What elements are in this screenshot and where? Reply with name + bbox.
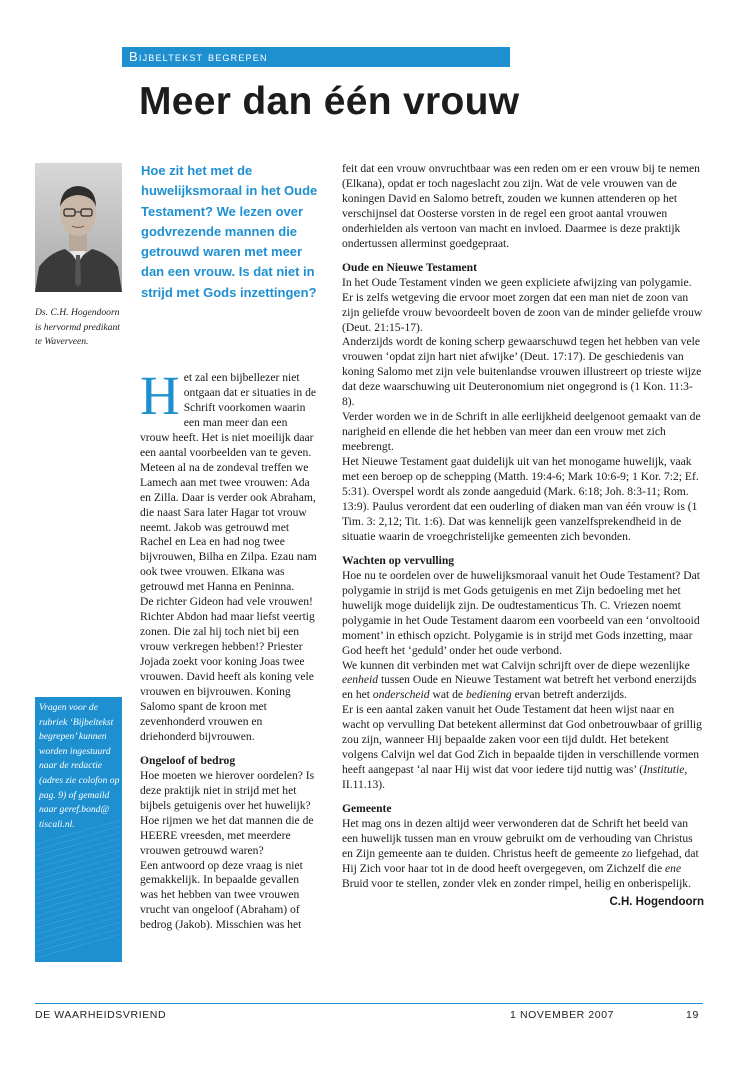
author-signature: C.H. Hogendoorn [609, 895, 704, 908]
paragraph: Hoe moeten we hierover oordelen? Is deze praktijk niet in strijd met het bijbels getuigenis over het huwelijk? Hoe rijmen we het dat mannen die de HEERE vreesden, met meerdere vrouwen getrouwd waren? [140, 768, 315, 857]
paragraph: In het Oude Testament vinden we geen expliciete afwijzing van polygamie. Er is zelfs wetgeving die ervoor moet zorgen dat een man niet de zoon van zijn geliefde vrouw bevoordeelt boven de zoon van de minder geliefde vrouw (Deut. 21:15-17). [342, 275, 703, 334]
section-heading: Wachten op vervulling [342, 553, 455, 567]
section-heading: Gemeente [342, 802, 392, 816]
footer-date: 1 NOVEMBER 2007 [510, 1009, 615, 1021]
rubric-label: Bijbeltekst begrepen [122, 47, 510, 67]
paragraph: We kunnen dit verbinden met wat Calvijn schrijft over de diepe wezenlijke eenheid tussen Oude en Nieuwe Testament wat betreft het verbond enerzijds en het onderscheid wat de bediening ervan betreft anderzijds. [342, 658, 697, 702]
paragraph: Het Nieuwe Testament gaat duidelijk uit van het monogame huwelijk, vaak met een beroep op de schepping (Matth. 19:4-6; Mark 10:6-9; 1 Kor. 7:2; Ef. 5:31). Overspel wordt als zonde aangeduid (Mark. 6:18; Joh. 8:3-11; Rom. 13:9). Paulus verordent dat een ouderling of diaken man van één vrouw is (1 Tim. 3: 2,12; Tit. 1:6). Dat was kennelijk geen vanzelfsprekendheid in de situatie waarin de vroegchristelijke gemeenten zich bevonden. [342, 455, 699, 543]
article-title: Meer dan één vrouw [139, 80, 520, 123]
paragraph: Er is een aantal zaken vanuit het Oude Testament dat heen wijst naar en wacht op vervulling Dat betekent allerminst dat God onbetrouwbaar of grillig zou zijn, wanneer Hij bepaalde zaken voor een tijd duldt. Het betekent volgens Calvijn wel dat God Zich in bepaalde tijden in verschillende vormen heeft aangepast ‘al naar Hij wist dat voor iedere tijd nuttig was’ (Institutie, II.11.13). [342, 703, 702, 792]
author-caption: Ds. C.H. Hogendoorn is hervormd predikant te Waverveen. [35, 307, 120, 347]
paragraph: Een antwoord op deze vraag is niet gemakkelijk. In bepaalde gevallen was het hebben van twee vrouwen vrucht van ongeloof (Abraham) of bedrog (Jakob). Misschien was het [140, 858, 303, 932]
paragraph: Hoe nu te oordelen over de huwelijksmoraal vanuit het Oude Testament? Dat polygamie in strijd is met Gods getuigenis en met Zijn bedoeling met het huwelijk moge duidelijk zijn. De oudtestamenticus Th. C. Vriezen noemt polygamie in het Oude Testament daarom een voorbeeld van een ‘onvoltooid moment’ in ethisch opzicht. Polygamie is in strijd met Gods inzetting, maar God heeft het ‘geduld’ onder het oude verbond. [342, 568, 700, 657]
article-column-2 [342, 162, 704, 910]
reader-questions-box [35, 697, 122, 962]
reader-questions-text: Vragen voor de rubriek ‘Bijbeltekst begrepen’ kunnen worden ingestuurd naar de redactie (adres zie colofon op pag. 9) of gemaild naar geref.bond@ tiscali.nl. [39, 702, 120, 830]
paragraph: feit dat een vrouw onvruchtbaar was een reden om er een vrouw bij te nemen (Elkana), opdat er toch nageslacht zou zijn. Wat de vele vrouwen van de koningen David en Salomo betreft, zouden we kunnen attenderen op het verschijnsel dat Oosterse vorsten in de regel een groot aantal vrouwen onderhielden als vertoon van macht en invloed. Daarmee is deze praktijk ondertussen allerminst goedgepraat. [342, 162, 700, 250]
footer-publication: DE WAARHEIDSVRIEND [35, 1009, 167, 1021]
paragraph: Het mag ons in dezen altijd weer verwonderen dat de Schrift het beeld van een huwelijk tussen man en vrouw gebruikt om de verhouding van Christus en Zijn gemeente aan te duiden. Christus heeft de gemeente zo liefgehad, dat Hij Zich voor haar tot in de dood heeft overgegeven, om Zichzelf die ene Bruid voor te stellen, zonder vlek en zonder rimpel, heilig en onberispelijk. [342, 817, 699, 890]
drop-cap: H [140, 365, 180, 426]
paragraph: et zal een bijbellezer niet ontgaan dat er situaties in de Schrift voorkomen waarin een man meer dan een vrouw heeft. Het is niet moeilijk daar een aantal voorbeelden van te geven. Meteen al na de zondeval treffen we Lamech aan met twee vrouwen: Ada en Zilla. Daar is verder ook Abraham, die naast Sara later Hagar tot vrouw neemt. Jakob was getrouwd met Rachel en Lea en had nog twee bijvrouwen, Bilha en Zilpa. Ezau nam ook twee vrouwen. Elkana was getrouwd met Hanna en Peninna. [140, 371, 317, 594]
page-number: 19 [686, 1009, 699, 1021]
lead-paragraph: Hoe zit het met de huwelijksmoraal in het Oude Testament? We lezen over godvrezende mannen die getrouwd waren met meer dan een vrouw. Is dat niet in strijd met Gods inzettingen? [141, 163, 318, 300]
paragraph: Anderzijds wordt de koning scherp gewaarschuwd tegen het hebben van vele vrouwen ‘opdat zijn hart niet afwijke’ (Deut. 17:17). De geschiedenis van koning Salomo met zijn vele buitenlandse vrouwen illustreert op trieste wijze dat deze waarschuwing uit Deuteronomium niet ongegrond is (1 Kon. 11:3-8). [342, 335, 702, 409]
paragraph: Verder worden we in de Schrift in alle eerlijkheid deelgenoot gemaakt van de narigheid en ellende die het hebben van meer dan een vrouw met zich meebrengt. [342, 410, 701, 454]
section-heading: Ongeloof of bedrog [140, 753, 236, 767]
author-portrait-image [35, 163, 122, 292]
section-heading: Oude en Nieuwe Testament [342, 260, 477, 274]
author-photo [35, 163, 122, 292]
article-column-1 [140, 365, 318, 933]
paragraph: De richter Gideon had vele vrouwen! Richter Abdon had maar liefst veertig zonen. Die zal hij toch niet bij een vrouw verkregen hebben!? Priester Jojada zoekt voor koning Joas twee vrouwen. David heeft als koning vele vrouwen en bijvrouwen. Koning Salomo spant de kroon met zevenhonderd vrouwen en driehonderd bijvrouwen. [140, 595, 315, 743]
footer-divider [35, 1003, 703, 1004]
